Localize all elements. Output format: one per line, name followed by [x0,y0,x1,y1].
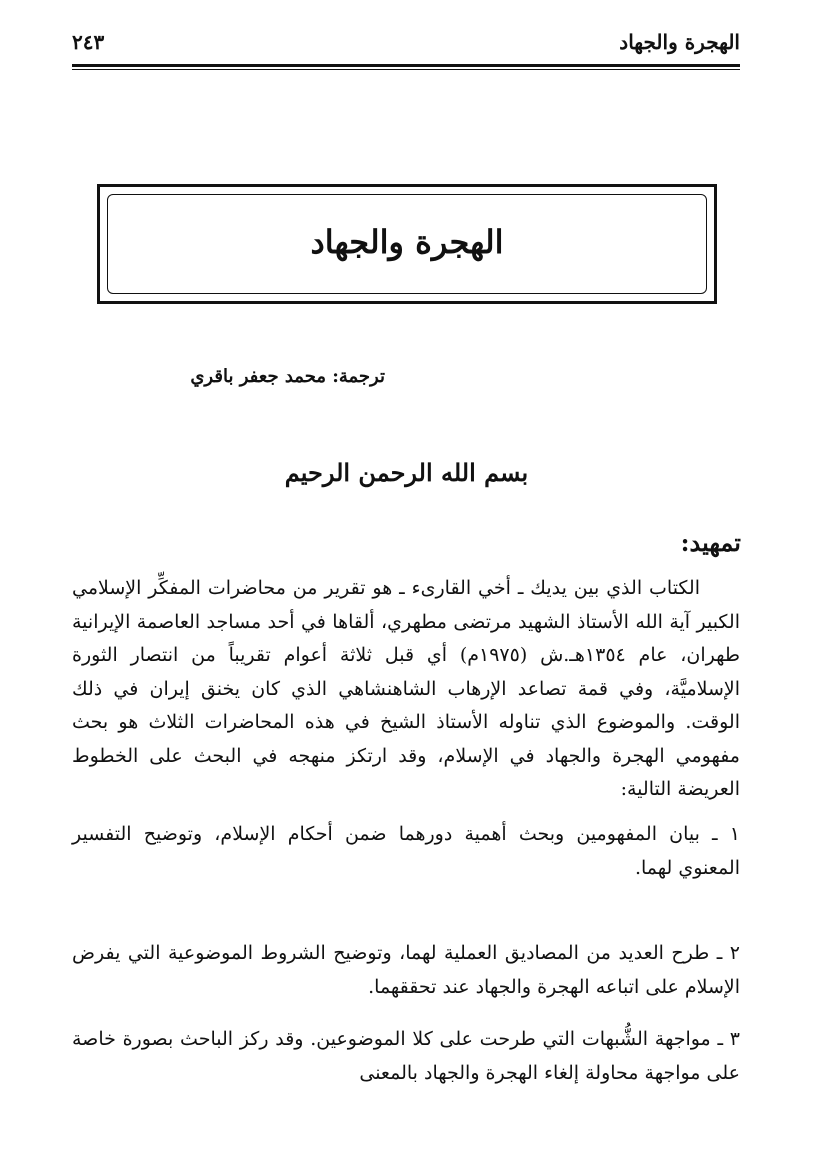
section-heading: تمهيد: [680,528,741,557]
point-3: ٣ ـ مواجهة الشُّبهات التي طرحت على كلا الموضوعين. وقد ركز الباحث بصورة خاصة على مواجهة محاولة إلغاء الهجرة والجهاد بالمعنى [72,1028,740,1084]
point-2: ٢ ـ طرح العديد من المصاديق العملية لهما، وتوضيح الشروط الموضوعية التي يفرض الإسلام على اتباعه الهجرة والجهاد عند تحققهما. [72,942,740,998]
chapter-title-frame [97,184,717,304]
basmala: بسم الله الرحمن الرحيم [284,458,529,487]
running-title: الهجرة والجهاد [619,30,740,54]
point-1: ١ ـ بيان المفهومين وبحث أهمية دورهما ضمن أحكام الإسلام، وتوضيح التفسير المعنوي لهما. [72,823,740,879]
header-rule-thin [72,69,740,70]
translator-credit: ترجمة: محمد جعفر باقري [190,366,385,387]
page-number: ٢٤٣ [72,30,105,54]
header-rule-thick [72,64,740,67]
chapter-title: الهجرة والجهاد [310,223,504,261]
intro-paragraph: الكتاب الذي بين يديك ـ أخي القارىء ـ هو تقرير من محاضرات المفكِّر الإسلامي الكبير آية الله الأستاذ الشهيد مرتضى مطهري، ألقاها في أحد مساجد العاصمة الإيرانية طهران، عام ١٣٥٤هـ.ش (١٩٧٥م) أي قبل ثلاثة أعوام تقريباً من انتصار الثورة الإسلاميَّة، وفي قمة تصاعد الإرهاب الشاهنشاهي الذي كان يخنق إيران في ذلك الوقت. والموضوع الذي تناوله الأستاذ الشيخ في هذه المحاضرات الثلاث هو بحث مفهومي الهجرة والجهاد في الإسلام، وقد ارتكز منهجه في البحث على الخطوط العريضة التالية: [72,577,740,800]
page-header [72,30,740,62]
